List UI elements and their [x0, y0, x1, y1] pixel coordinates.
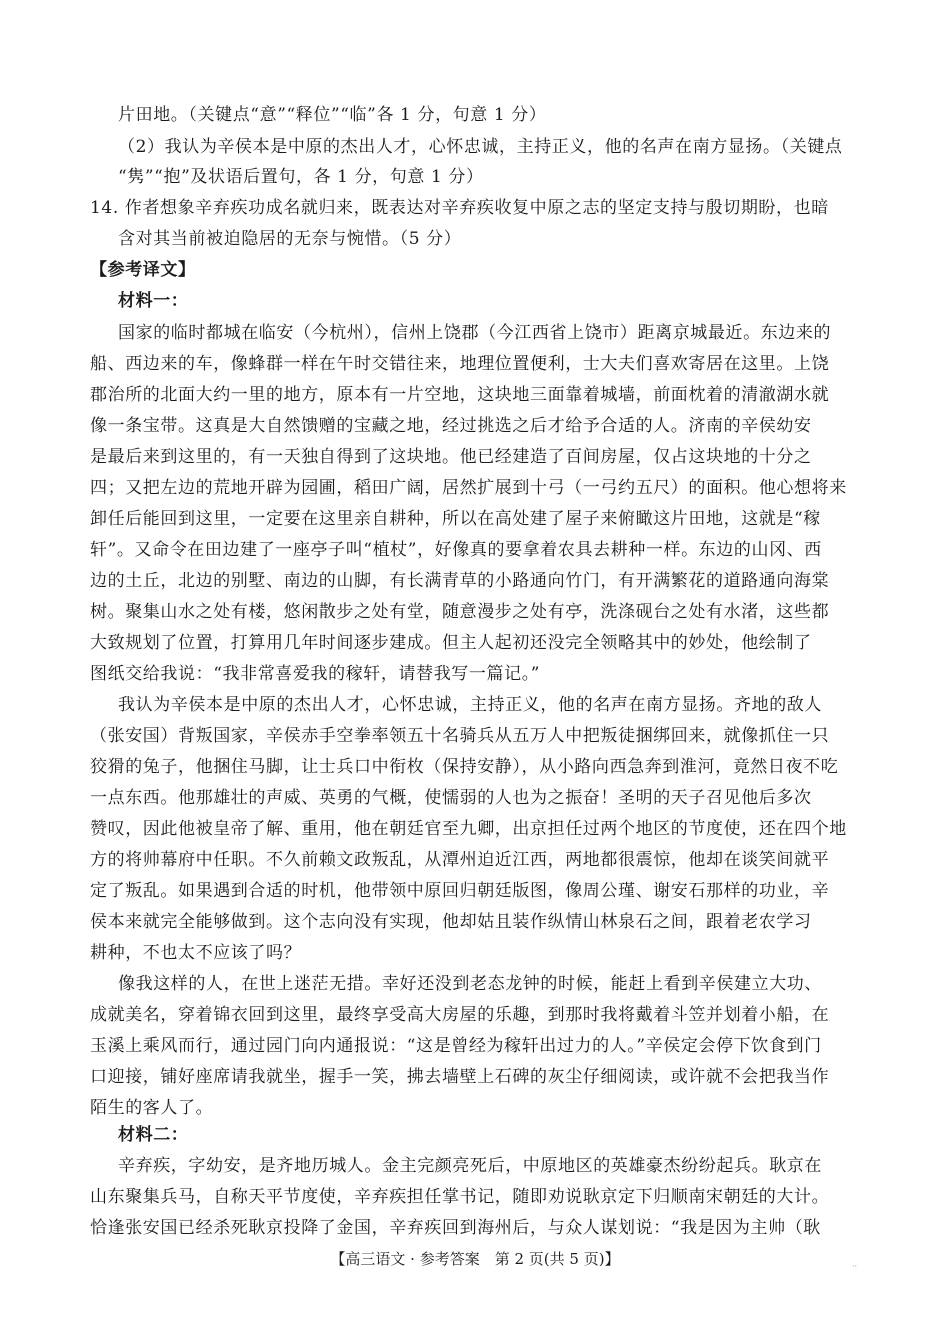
material2-line: 辛弃疾，字幼安，是齐地历城人。金主完颜亮死后，中原地区的英雄豪杰纷纷起兵。耿京在: [118, 1156, 822, 1176]
material2-line: 恰逢张安国已经杀死耿京投降了金国，辛弃疾回到海州后，与众人谋划说：“我是因为主帅（耿: [90, 1218, 821, 1238]
material1-line: 定了叛乱。如果遇到合适的时机，他带领中原回归朝廷版图，像周公瑾、谢安石那样的功业，辛: [90, 881, 830, 901]
material1-line: 耕种，不也太不应该了吗？: [90, 943, 302, 963]
material1-line: 船、西边来的车，像蜂群一样在午时交错往来，地理位置便利，士大夫们喜欢寄居在这里。上饶: [90, 354, 830, 374]
material1-line: 是最后来到这里的，有一天独自得到了这块地。他已经建造了百间房屋，仅占这块地的十分之: [90, 447, 812, 467]
material1-line: 方的将帅幕府中任职。不久前赖文政叛乱，从潭州迫近江西，两地都很震惊，他却在谈笑间就平: [90, 850, 830, 870]
material1-line: 赞叹，因此他被皇帝了解、重用，他在朝廷官至九卿，出京担任过两个地区的节度使，还在四个地: [90, 819, 847, 839]
translation-heading: 【参考译文】: [90, 260, 196, 280]
material1-line: 郡治所的北面大约一里的地方，原本有一片空地，这块地三面靠着城墙，前面枕着的清澈湖水就: [90, 385, 830, 405]
material1-line: 像我这样的人，在世上迷茫无措。幸好还没到老态龙钟的时候，能赶上看到辛侯建立大功、: [118, 974, 822, 994]
corner-mark: ··: [852, 1262, 858, 1271]
material1-line: 一点东西。他那雄壮的声威、英勇的气概，使懦弱的人也为之振奋！圣明的天子召见他后多次: [90, 788, 812, 808]
material1-line: 卸任后能回到这里，一定要在这里亲自耕种，所以在高处建了屋子来俯瞰这片田地，这就是“稼: [90, 509, 821, 529]
material1-line: 玉溪上乘风而行，通过园门向内通报说：“这是曾经为稼轩出过力的人。”辛侯定会停下饮食到门: [90, 1036, 822, 1056]
material1-line: 大致规划了位置，打算用几年时间逐步建成。但主人起初还没完全领略其中的妙处，他绘制了: [90, 633, 812, 653]
material1-line: 陌生的客人了。: [90, 1098, 214, 1118]
material1-line: 国家的临时都城在临安（今杭州），信州上饶郡（今江西省上饶市）距离京城最近。东边来的: [118, 323, 832, 343]
material1-line: 轩”。又命令在田边建了一座亭子叫“植杖”，好像真的要拿着农具去耕种一样。东边的山冈、西: [90, 540, 822, 560]
answer-line-3: “隽”“抱”及状语后置句，各 1 分，句意 1 分）: [118, 167, 484, 187]
q14-line-1: 14. 作者想象辛弃疾功成名就归来，既表达对辛弃疾收复中原之志的坚定支持与殷切期盼，也暗: [90, 198, 829, 218]
material1-line: 我认为辛侯本是中原的杰出人才，心怀忠诚，主持正义，他的名声在南方显扬。齐地的敌人: [118, 695, 822, 715]
material1-line: 口迎接，铺好座席请我就坐，握手一笑，拂去墙壁上石碑的灰尘仔细阅读，或许就不会把我当作: [90, 1067, 830, 1087]
material1-line: 像一条宝带。这真是大自然馈赠的宝藏之地，经过挑选之后才给予合适的人。济南的辛侯幼安: [90, 416, 812, 436]
material1-line: 成就美名，穿着锦衣回到这里，最终享受高大房屋的乐趣，到那时我将戴着斗笠并划着小船，在: [90, 1005, 830, 1025]
material1-line: 四；又把左边的荒地开辟为园圃，稻田广阔，居然扩展到十弓（一弓约五尺）的面积。他心想将来: [90, 478, 847, 498]
q14-line-2: 含对其当前被迫隐居的无奈与惋惜。（5 分）: [118, 229, 462, 249]
material1-line: 边的土丘，北边的别墅、南边的山脚，有长满青草的小路通向竹门，有开满繁花的道路通向海棠: [90, 571, 830, 591]
page-footer: 【高三语文 · 参考答案 第 2 页(共 5 页)】: [330, 1250, 620, 1268]
material1-line: 侯本来就完全能够做到。这个志向没有实现，他却姑且装作纵情山林泉石之间，跟着老农学习: [90, 912, 812, 932]
material2-line: 山东聚集兵马，自称天平节度使，辛弃疾担任掌书记，随即劝说耿京定下归顺南宋朝廷的大计。: [90, 1187, 830, 1207]
material1-line: 狡猾的兔子，他捆住马脚，让士兵口中衔枚（保持安静），从小路向西急奔到淮河，竟然日夜不吃: [90, 757, 839, 777]
material2-label: 材料二：: [118, 1125, 189, 1145]
material1-line: 树。聚集山水之处有楼，悠闲散步之处有堂，随意漫步之处有亭，洗涤砚台之处有水渚，这些都: [90, 602, 830, 622]
answer-line-2: （2）我认为辛侯本是中原的杰出人才，心怀忠诚，主持正义，他的名声在南方显扬。（关键点: [118, 137, 843, 157]
material1-line: 图纸交给我说：“我非常喜爱我的稼轩，请替我写一篇记。”: [90, 664, 541, 684]
answer-line-1: 片田地。（关键点“意”“释位”“临”各 1 分，句意 1 分）: [118, 105, 547, 125]
material1-line: （张安国）背叛国家，辛侯赤手空拳率领五十名骑兵从五万人中把叛徒捆绑回来，就像抓住一只: [90, 726, 830, 746]
material1-label: 材料一：: [118, 291, 189, 311]
